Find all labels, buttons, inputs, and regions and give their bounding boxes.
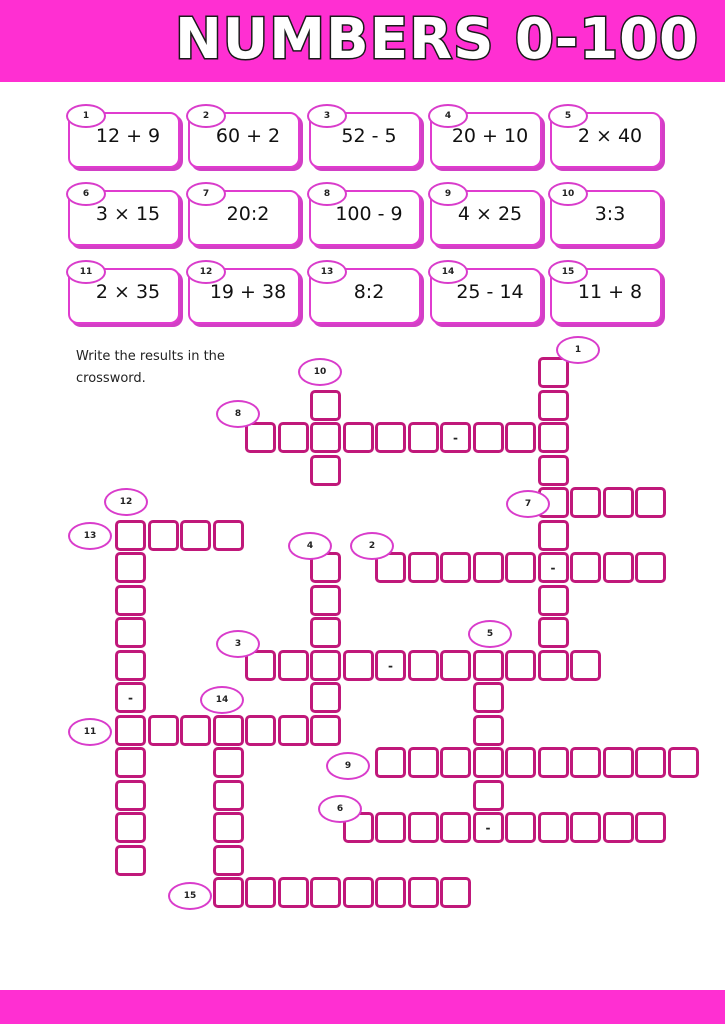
crossword-cell[interactable] — [505, 812, 536, 843]
crossword-cell[interactable] — [440, 747, 471, 778]
crossword-cell[interactable] — [570, 812, 601, 843]
crossword-number-label: 15 — [168, 882, 212, 910]
crossword-number-label: 6 — [318, 795, 362, 823]
crossword-number-label: 4 — [288, 532, 332, 560]
crossword-cell[interactable] — [473, 747, 504, 778]
crossword-cell[interactable] — [213, 877, 244, 908]
crossword-number-label: 5 — [468, 620, 512, 648]
crossword-cell[interactable] — [115, 812, 146, 843]
crossword-cell[interactable] — [408, 747, 439, 778]
crossword-cell[interactable] — [440, 650, 471, 681]
clue-expression: 100 - 9 — [335, 203, 403, 225]
crossword-number-label: 13 — [68, 522, 112, 550]
crossword-cell[interactable] — [408, 812, 439, 843]
crossword-cell[interactable] — [538, 357, 569, 388]
crossword-cell[interactable] — [408, 422, 439, 453]
crossword-cell[interactable] — [310, 682, 341, 713]
clue-expression: 3 × 15 — [95, 203, 161, 225]
crossword-cell[interactable] — [408, 877, 439, 908]
clue-number: 8 — [307, 182, 347, 206]
crossword-cell[interactable] — [310, 455, 341, 486]
clue-number: 1 — [66, 104, 106, 128]
clue-expression: 52 - 5 — [341, 125, 397, 147]
crossword-cell[interactable] — [343, 422, 374, 453]
page-title: NUMBERS 0-100 — [174, 7, 699, 72]
crossword-cell[interactable] — [278, 422, 309, 453]
crossword-cell[interactable] — [115, 617, 146, 648]
clue-number: 13 — [307, 260, 347, 284]
crossword-cell[interactable] — [213, 747, 244, 778]
crossword-cell[interactable] — [408, 552, 439, 583]
crossword-number-label: 7 — [506, 490, 550, 518]
crossword-cell[interactable] — [115, 715, 146, 746]
clue-number: 7 — [186, 182, 226, 206]
clue-expression: 20 + 10 — [451, 125, 529, 147]
crossword-cell[interactable] — [375, 812, 406, 843]
hyphen-mark: - — [128, 691, 133, 705]
crossword-cell[interactable] — [603, 552, 634, 583]
crossword-number-label: 10 — [298, 358, 342, 386]
crossword-cell[interactable] — [635, 552, 666, 583]
clue-expression: 2 × 40 — [577, 125, 643, 147]
clue-number: 3 — [307, 104, 347, 128]
clue-number: 11 — [66, 260, 106, 284]
crossword-cell[interactable] — [538, 650, 569, 681]
crossword-cell[interactable] — [213, 715, 244, 746]
crossword-cell[interactable] — [635, 812, 666, 843]
crossword-cell[interactable] — [343, 877, 374, 908]
crossword-cell[interactable] — [375, 877, 406, 908]
crossword-cell[interactable] — [213, 520, 244, 551]
crossword-cell[interactable] — [570, 747, 601, 778]
crossword-cell[interactable] — [505, 650, 536, 681]
crossword-cell[interactable] — [375, 747, 406, 778]
hyphen-mark: - — [485, 821, 491, 835]
crossword-cell[interactable] — [343, 650, 374, 681]
crossword-cell[interactable] — [310, 650, 341, 681]
crossword-cell[interactable] — [473, 650, 504, 681]
crossword-number-label: 2 — [350, 532, 394, 560]
crossword-cell[interactable] — [148, 520, 179, 551]
crossword-cell[interactable] — [115, 520, 146, 551]
crossword-number-label: 11 — [68, 718, 112, 746]
crossword-cell[interactable] — [213, 845, 244, 876]
crossword-cell[interactable] — [278, 650, 309, 681]
clue-number: 6 — [66, 182, 106, 206]
clue-expression: 20:2 — [226, 203, 270, 225]
crossword-cell[interactable] — [538, 747, 569, 778]
crossword-cell[interactable] — [538, 390, 569, 421]
crossword-number-label: 14 — [200, 686, 244, 714]
crossword-cell[interactable] — [440, 877, 471, 908]
clue-number: 12 — [186, 260, 226, 284]
crossword-cell[interactable] — [570, 650, 601, 681]
clue-number: 5 — [548, 104, 588, 128]
crossword-cell[interactable] — [505, 552, 536, 583]
clue-number: 9 — [428, 182, 468, 206]
hyphen-mark: - — [453, 431, 458, 445]
crossword-cell[interactable] — [180, 715, 211, 746]
clue-number: 4 — [428, 104, 468, 128]
clue-number: 2 — [186, 104, 226, 128]
clue-expression: 4 × 25 — [457, 203, 523, 225]
crossword-number-label: 3 — [216, 630, 260, 658]
crossword-cell[interactable] — [310, 715, 341, 746]
crossword-cell[interactable] — [440, 552, 471, 583]
crossword-cell[interactable] — [180, 520, 211, 551]
crossword-cell[interactable] — [115, 780, 146, 811]
crossword-cell[interactable] — [635, 487, 666, 518]
crossword-cell[interactable] — [310, 390, 341, 421]
crossword-cell[interactable] — [310, 617, 341, 648]
crossword-cell[interactable] — [538, 422, 569, 453]
clue-expression: 25 - 14 — [456, 281, 524, 303]
crossword-cell[interactable] — [538, 455, 569, 486]
clue-expression: 3:3 — [594, 203, 626, 225]
crossword-cell[interactable] — [473, 780, 504, 811]
clue-expression: 12 + 9 — [95, 125, 161, 147]
hyphen-mark: - — [388, 658, 393, 673]
hyphen-mark: - — [550, 561, 556, 575]
crossword-number-label: 12 — [104, 488, 148, 516]
footer-band — [0, 990, 725, 1024]
crossword-cell[interactable] — [473, 552, 504, 583]
crossword-cell[interactable] — [115, 650, 146, 681]
crossword-cell[interactable] — [668, 747, 699, 778]
clue-expression: 19 + 38 — [209, 281, 287, 303]
clue-expression: 2 × 35 — [95, 281, 161, 303]
crossword-cell[interactable] — [213, 812, 244, 843]
crossword-cell[interactable] — [505, 747, 536, 778]
crossword-cell[interactable] — [213, 780, 244, 811]
crossword-cell[interactable] — [310, 585, 341, 616]
crossword-cell[interactable] — [245, 877, 276, 908]
crossword-cell[interactable] — [408, 650, 439, 681]
clue-number: 15 — [548, 260, 588, 284]
crossword-cell[interactable] — [310, 422, 341, 453]
crossword-number-label: 1 — [556, 336, 600, 364]
crossword-cell[interactable] — [538, 520, 569, 551]
clue-expression: 11 + 8 — [577, 281, 643, 303]
crossword-cell[interactable] — [473, 715, 504, 746]
crossword-number-label: 9 — [326, 752, 370, 780]
crossword-cell[interactable] — [148, 715, 179, 746]
clue-expression: 8:2 — [353, 281, 385, 303]
crossword-cell[interactable] — [115, 552, 146, 583]
crossword-cell[interactable] — [538, 812, 569, 843]
crossword-cell[interactable] — [570, 552, 601, 583]
crossword-cell[interactable] — [635, 747, 666, 778]
instruction-text: Write the results in the crossword. — [76, 349, 225, 386]
crossword-cell[interactable] — [245, 715, 276, 746]
crossword-cell[interactable] — [538, 617, 569, 648]
crossword-cell[interactable] — [115, 747, 146, 778]
crossword-cell[interactable] — [440, 812, 471, 843]
crossword-cell[interactable] — [115, 845, 146, 876]
crossword-cell[interactable] — [473, 682, 504, 713]
crossword-cell[interactable] — [603, 747, 634, 778]
crossword-cell[interactable] — [278, 715, 309, 746]
crossword-number-label: 8 — [216, 400, 260, 428]
crossword-cell[interactable] — [278, 877, 309, 908]
crossword-cell[interactable] — [310, 877, 341, 908]
crossword-cell[interactable] — [603, 812, 634, 843]
crossword-cell[interactable] — [375, 422, 406, 453]
crossword-cell[interactable] — [538, 585, 569, 616]
crossword-cell[interactable] — [245, 422, 276, 453]
crossword-cell[interactable] — [570, 487, 601, 518]
clue-number: 10 — [548, 182, 588, 206]
crossword-cell[interactable] — [115, 585, 146, 616]
crossword-cell[interactable] — [473, 422, 504, 453]
clue-expression: 60 + 2 — [215, 125, 281, 147]
crossword-cell[interactable] — [505, 422, 536, 453]
clue-number: 14 — [428, 260, 468, 284]
crossword-cell[interactable] — [603, 487, 634, 518]
